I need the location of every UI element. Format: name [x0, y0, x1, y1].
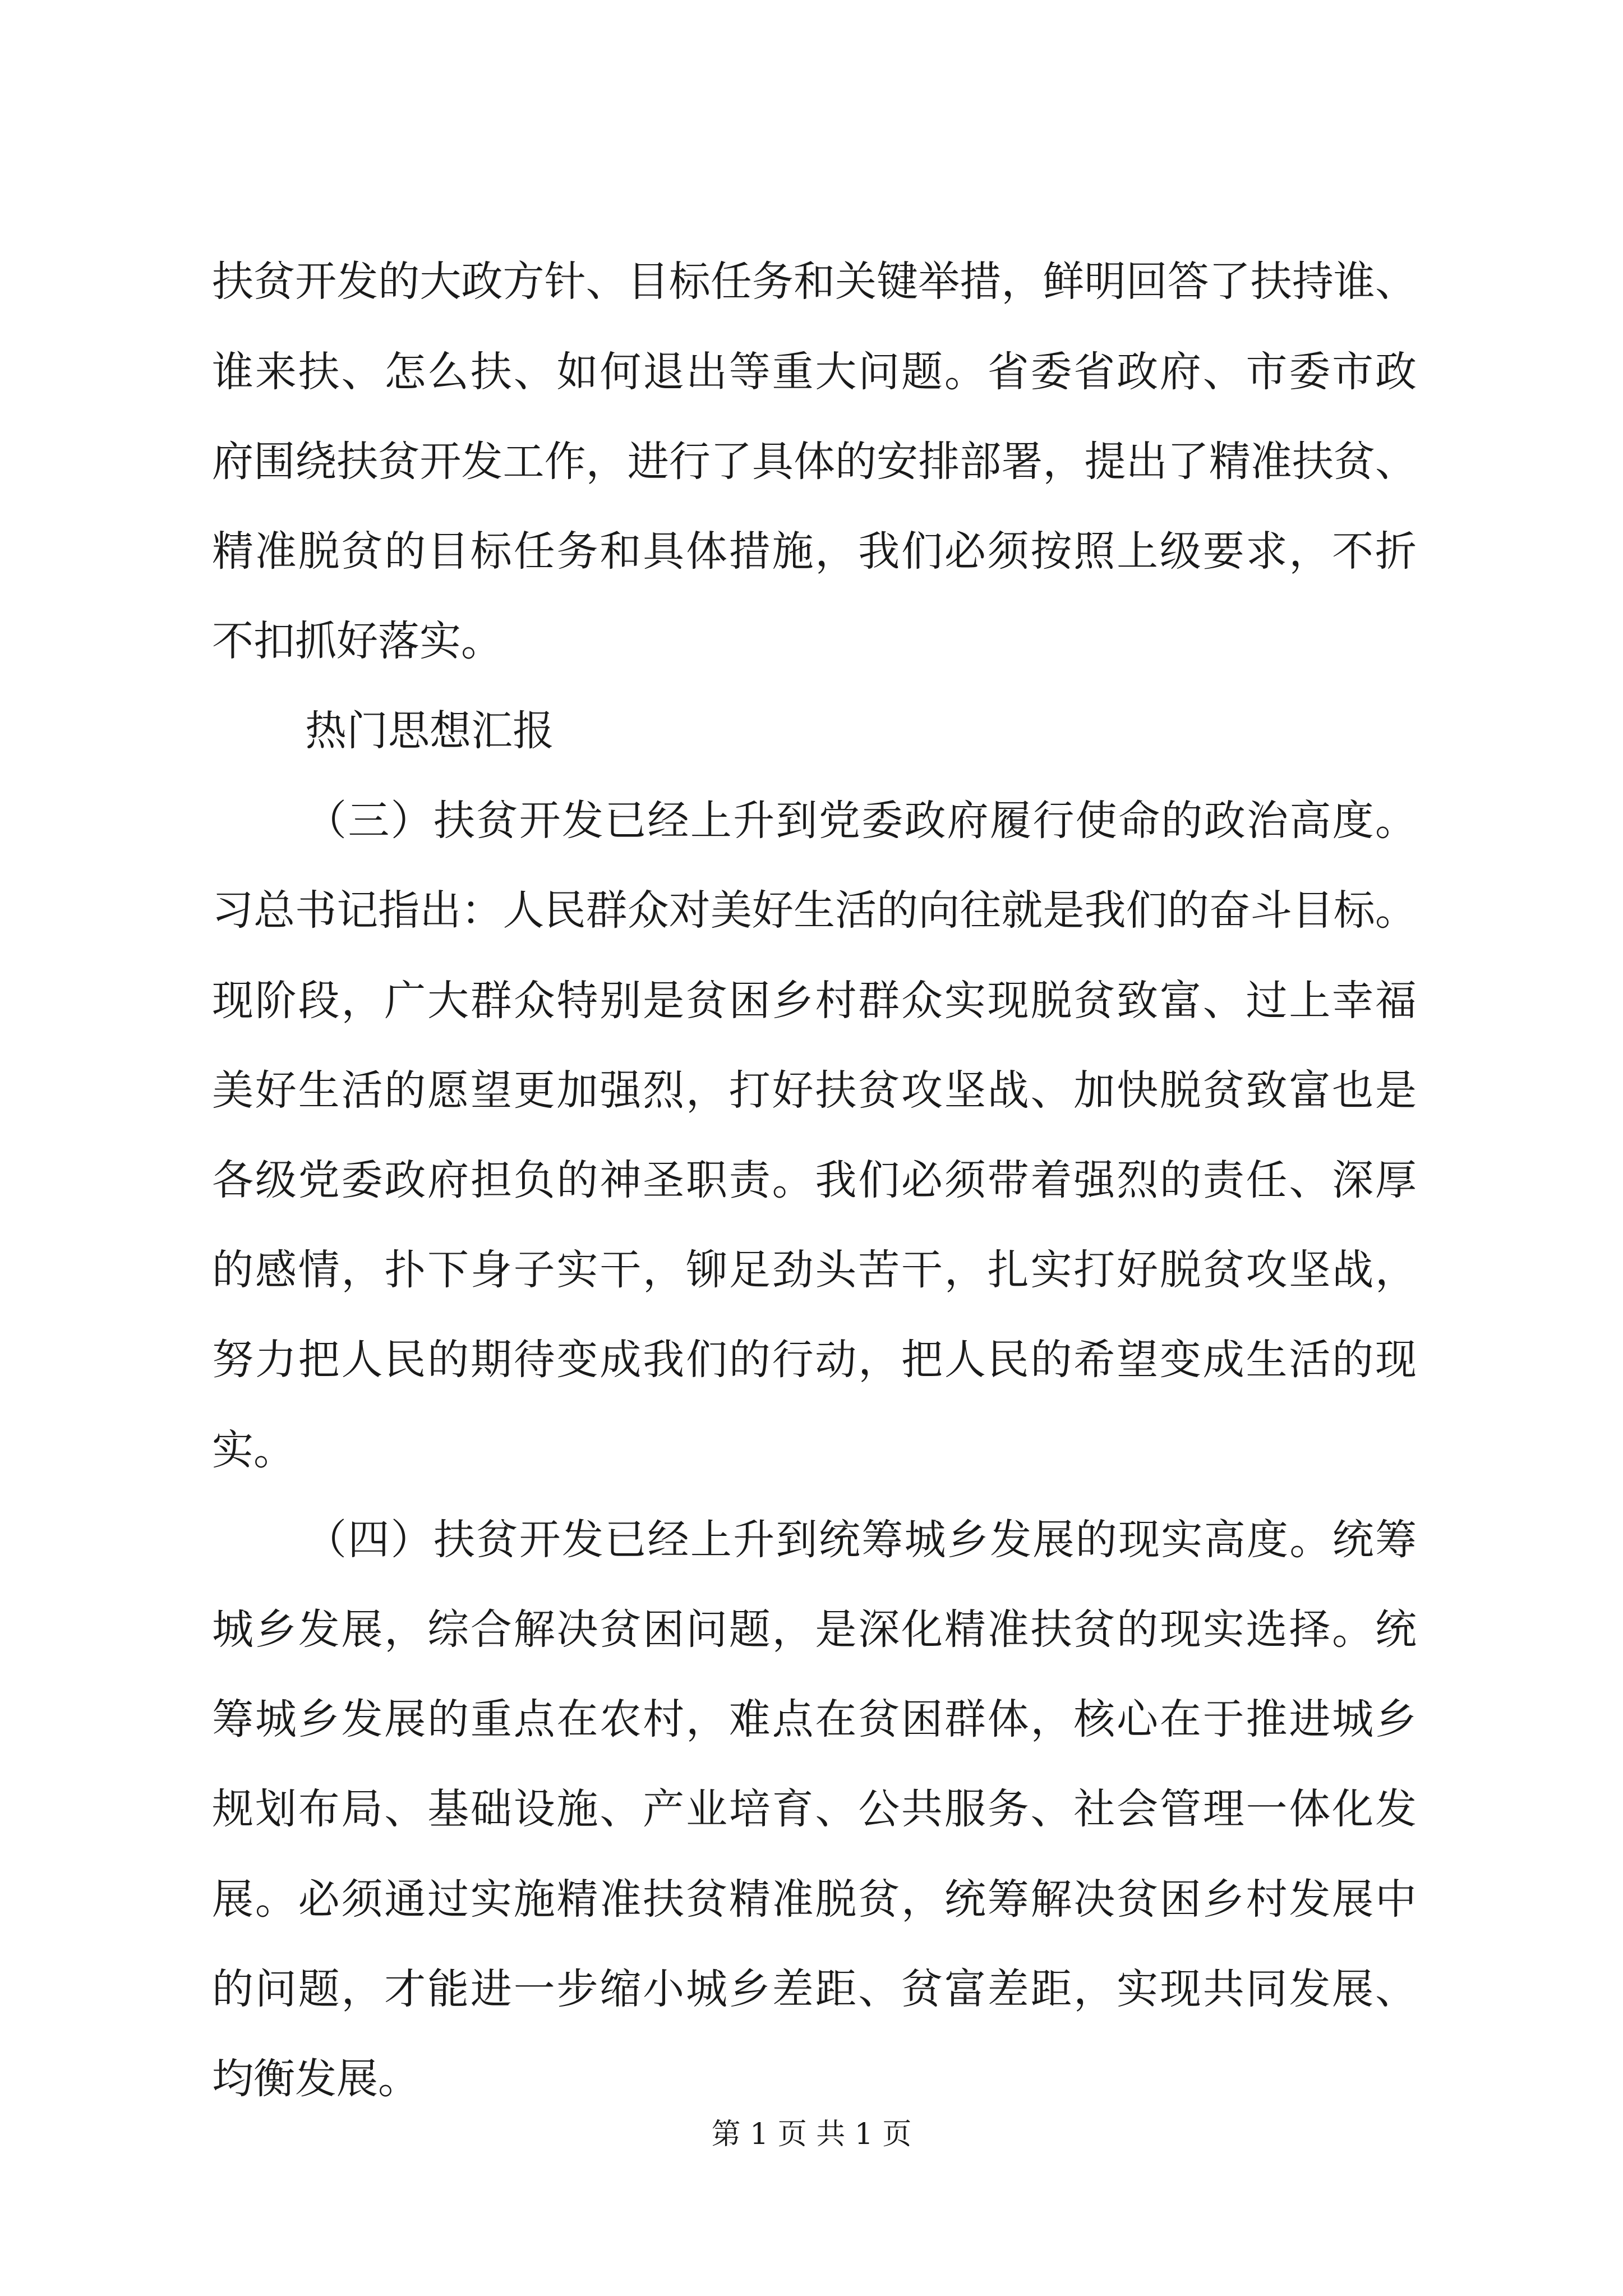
paragraph-line: 的感情，扑下身子实干，铆足劲头苦干，扎实打好脱贫攻坚战， — [212, 1246, 1417, 1294]
paragraph-line: 筹城乡发展的重点在农村，难点在贫困群体，核心在于推进城乡 — [212, 1695, 1417, 1743]
page-number-footer: 第 1 页 共 1 页 — [711, 2118, 912, 2151]
paragraph-line: 城乡发展，综合解决贫困问题，是深化精准扶贫的现实选择。统 — [212, 1605, 1417, 1654]
paragraph-line: 实。 — [212, 1426, 295, 1474]
paragraph-line: 美好生活的愿望更加强烈，打好扶贫攻坚战、加快脱贫致富也是 — [212, 1066, 1417, 1115]
paragraph-line: 现阶段，广大群众特别是贫困乡村群众实现脱贫致富、过上幸福 — [212, 977, 1417, 1025]
paragraph-line: 各级党委政府担负的神圣职责。我们必须带着强烈的责任、深厚 — [212, 1156, 1417, 1204]
paragraph-line: 精准脱贫的目标任务和具体措施，我们必须按照上级要求，不折 — [212, 527, 1417, 576]
paragraph-line: 习总书记指出：人民群众对美好生活的向往就是我们的奋斗目标。 — [212, 886, 1417, 935]
paragraph-line: 扶贫开发的大政方针、目标任务和关键举措，鲜明回答了扶持谁、 — [212, 257, 1417, 306]
paragraph-line: （四）扶贫开发已经上升到统筹城乡发展的现实高度。统筹 — [305, 1516, 1417, 1564]
paragraph-line: 谁来扶、怎么扶、如何退出等重大问题。省委省政府、市委市政 — [212, 348, 1417, 396]
paragraph-line: 努力把人民的期待变成我们的行动，把人民的希望变成生活的现 — [212, 1336, 1417, 1384]
paragraph-line: 展。必须通过实施精准扶贫精准脱贫，统筹解决贫困乡村发展中 — [212, 1875, 1417, 1924]
section-heading: 热门思想汇报 — [305, 707, 554, 755]
paragraph-line: 均衡发展。 — [212, 2055, 419, 2103]
paragraph-line: 规划布局、基础设施、产业培育、公共服务、社会管理一体化发 — [212, 1785, 1417, 1833]
paragraph-line: （三）扶贫开发已经上升到党委政府履行使命的政治高度。 — [305, 797, 1417, 845]
paragraph-line: 的问题，才能进一步缩小城乡差距、贫富差距，实现共同发展、 — [212, 1965, 1417, 2013]
paragraph-line: 不扣抓好落实。 — [212, 617, 502, 665]
paragraph-line: 府围绕扶贫开发工作，进行了具体的安排部署，提出了精准扶贫、 — [212, 438, 1417, 486]
